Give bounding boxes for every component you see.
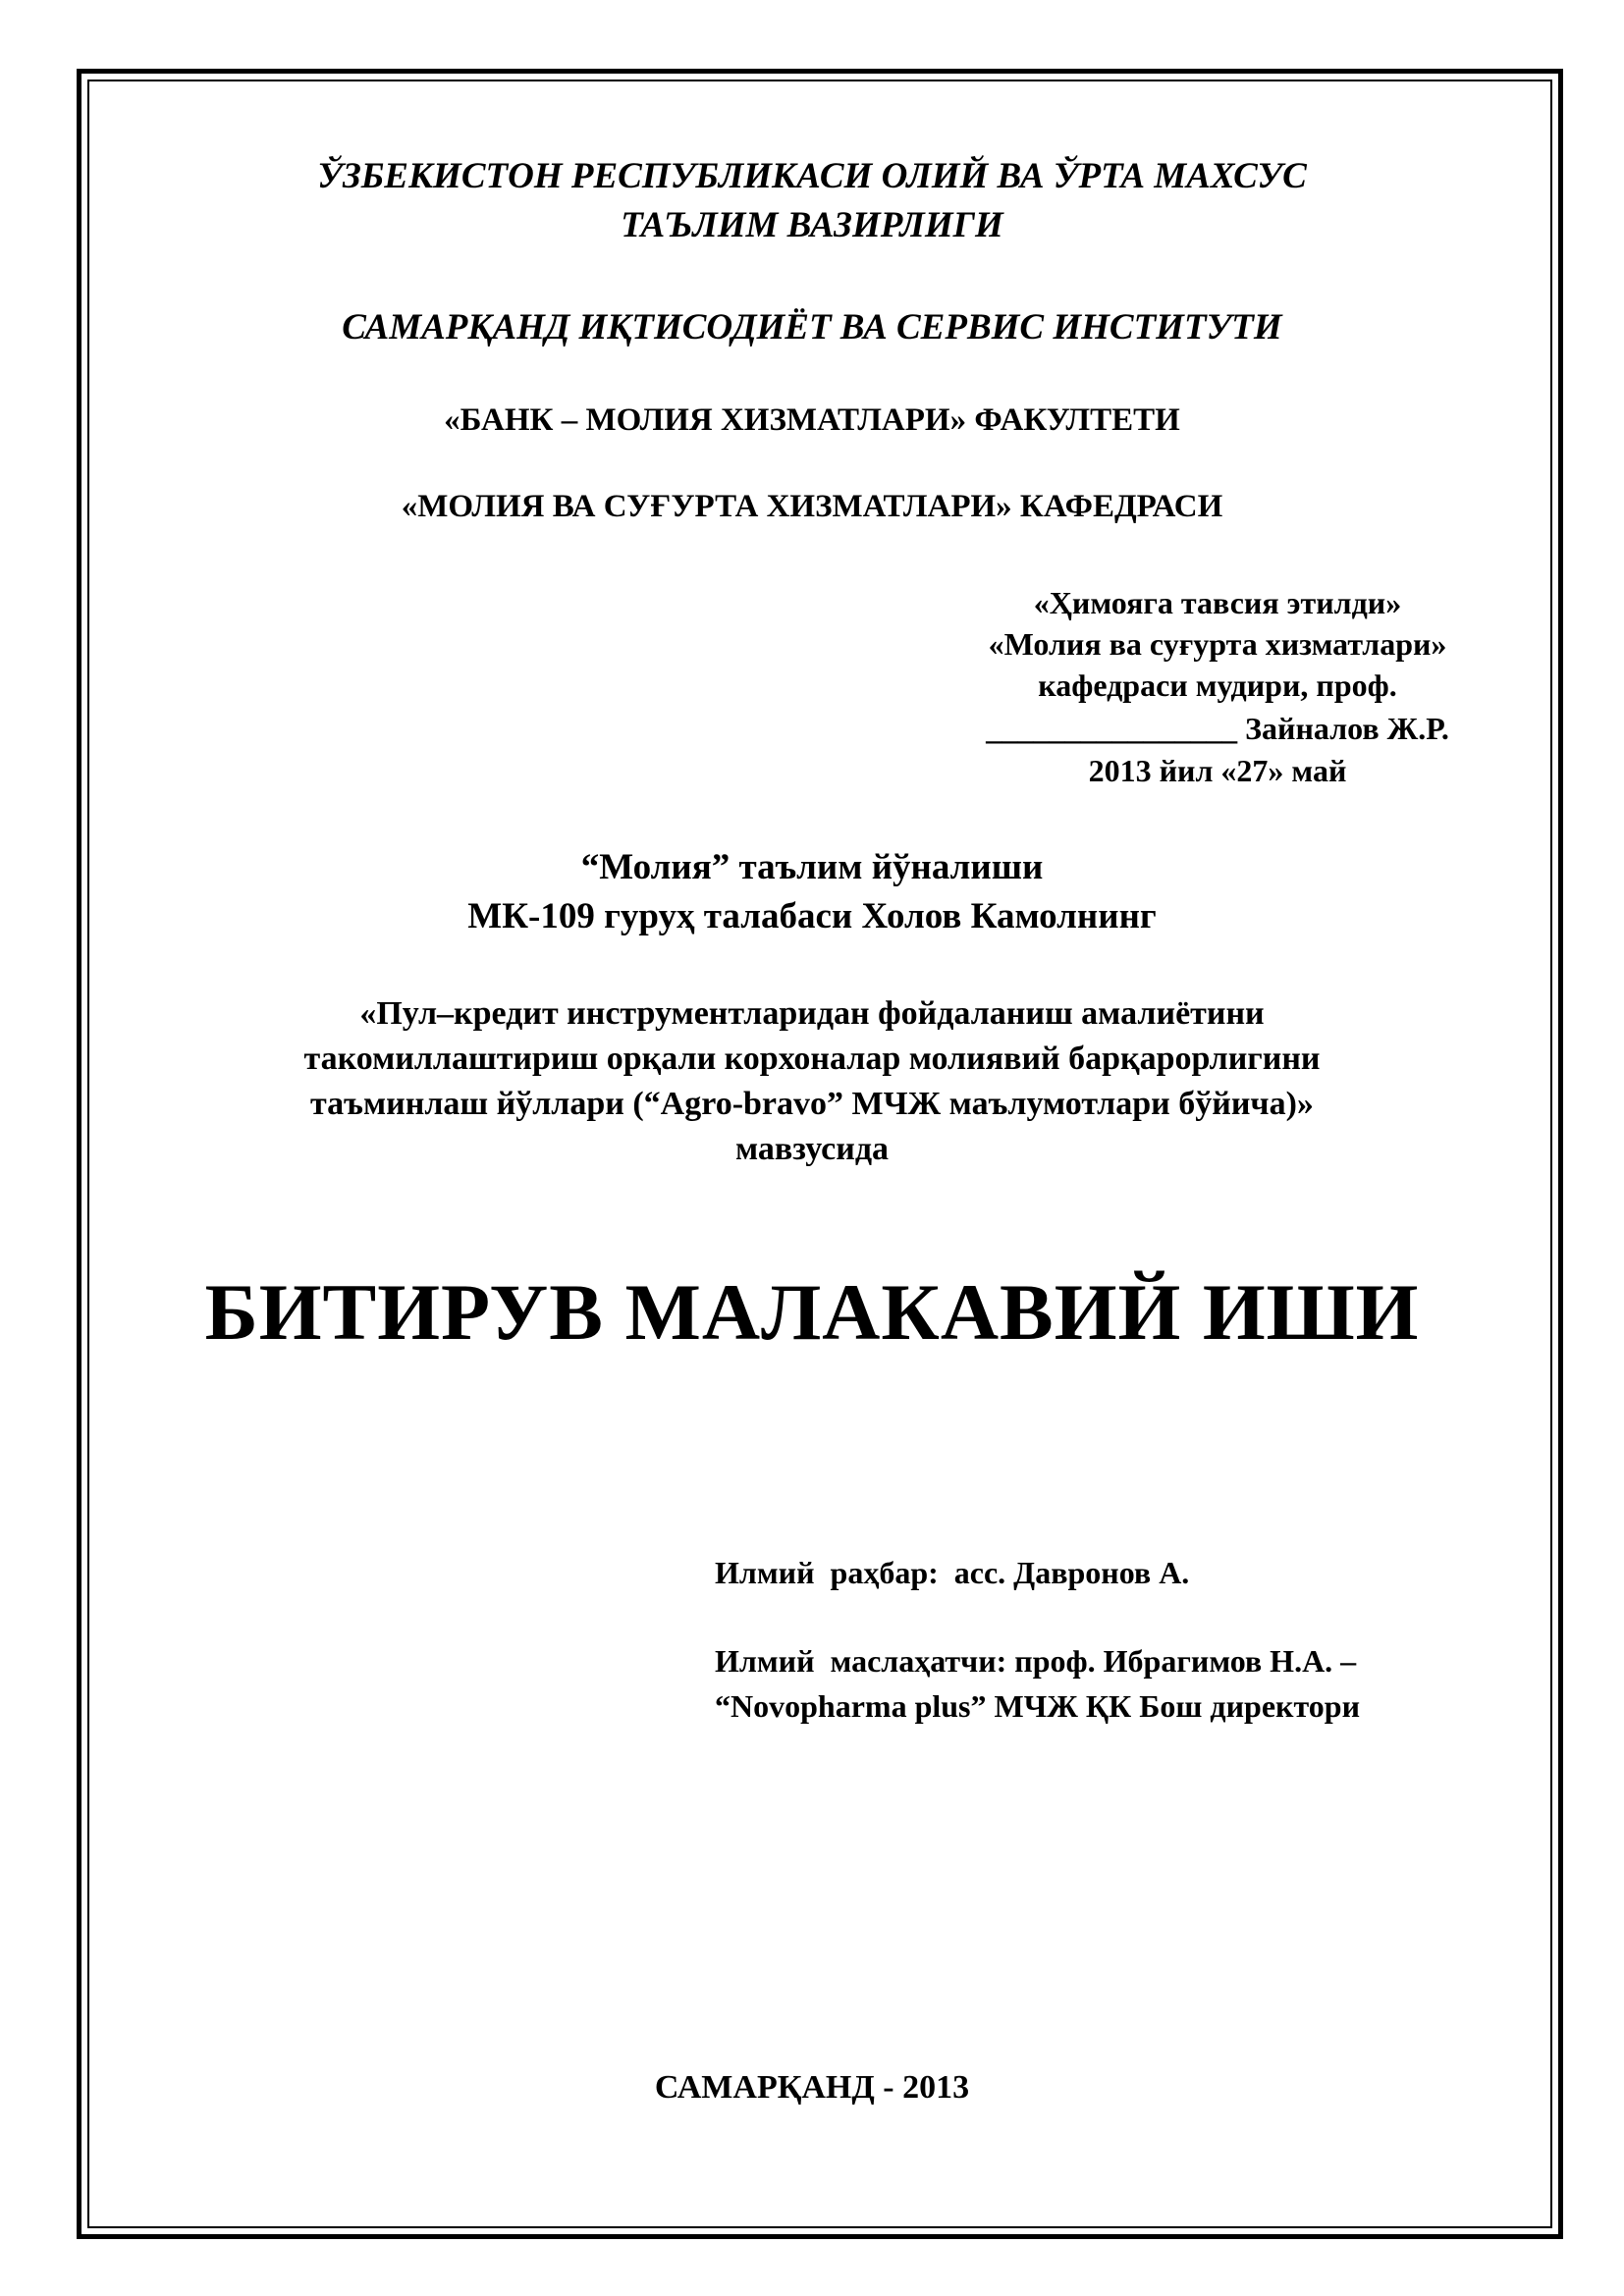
topic-line-2: такомиллаштириш орқали корхоналар молиявий барқарорлигини <box>303 1041 1321 1077</box>
department-name: «МОЛИЯ ВА СУҒУРТА ХИЗМАТЛАРИ» КАФЕДРАСИ <box>401 489 1223 524</box>
scientific-consultant-line-2: “Novopharma plus” МЧЖ ҚК Бош директори <box>715 1688 1360 1724</box>
scientific-supervisor: Илмий раҳбар: асс. Давронов А. <box>715 1555 1190 1590</box>
city-year: САМАРҚАНД - 2013 <box>654 2069 970 2106</box>
institute-name: САМАРҚАНД ИҚТИСОДИЁТ ВА СЕРВИС ИНСТИТУТИ <box>342 307 1282 347</box>
scientific-consultant-line-1: Илмий маслаҳатчи: проф. Ибрагимов Н.А. – <box>715 1643 1357 1679</box>
approval-line-1: «Ҳимояга тавсия этилди» <box>1033 585 1402 620</box>
topic-line-1: «Пул–кредит инструментларидан фойдаланиш амалиётини <box>359 995 1265 1032</box>
group-student: МК-109 гуруҳ талабаси Холов Камолнинг <box>467 896 1157 936</box>
approval-date: 2013 йил «27» май <box>1088 753 1347 788</box>
approval-line-2: «Молия ва суғурта хизматлари» <box>988 626 1447 662</box>
approval-signature-line: ________________ Зайналов Ж.Р. <box>986 711 1449 746</box>
ministry-line-1: ЎЗБЕКИСТОН РЕСПУБЛИКАСИ ОЛИЙ ВА ЎРТА МАХСУС <box>317 156 1307 196</box>
ministry-line-2: ТАЪЛИМ ВАЗИРЛИГИ <box>621 205 1003 245</box>
faculty-name: «БАНК – МОЛИЯ ХИЗМАТЛАРИ» ФАКУЛТЕТИ <box>444 402 1180 438</box>
approval-line-3: кафедраси мудири, проф. <box>1038 667 1397 703</box>
topic-line-3: таъминлаш йўллари (“Agro-bravo” МЧЖ маълумотлари бўйича)» <box>310 1086 1314 1122</box>
study-direction: “Молия” таълим йўналиши <box>580 847 1044 887</box>
topic-line-4: мавзусида <box>734 1131 890 1167</box>
work-title: БИТИРУВ МАЛАКАВИЙ ИШИ <box>204 1267 1420 1357</box>
